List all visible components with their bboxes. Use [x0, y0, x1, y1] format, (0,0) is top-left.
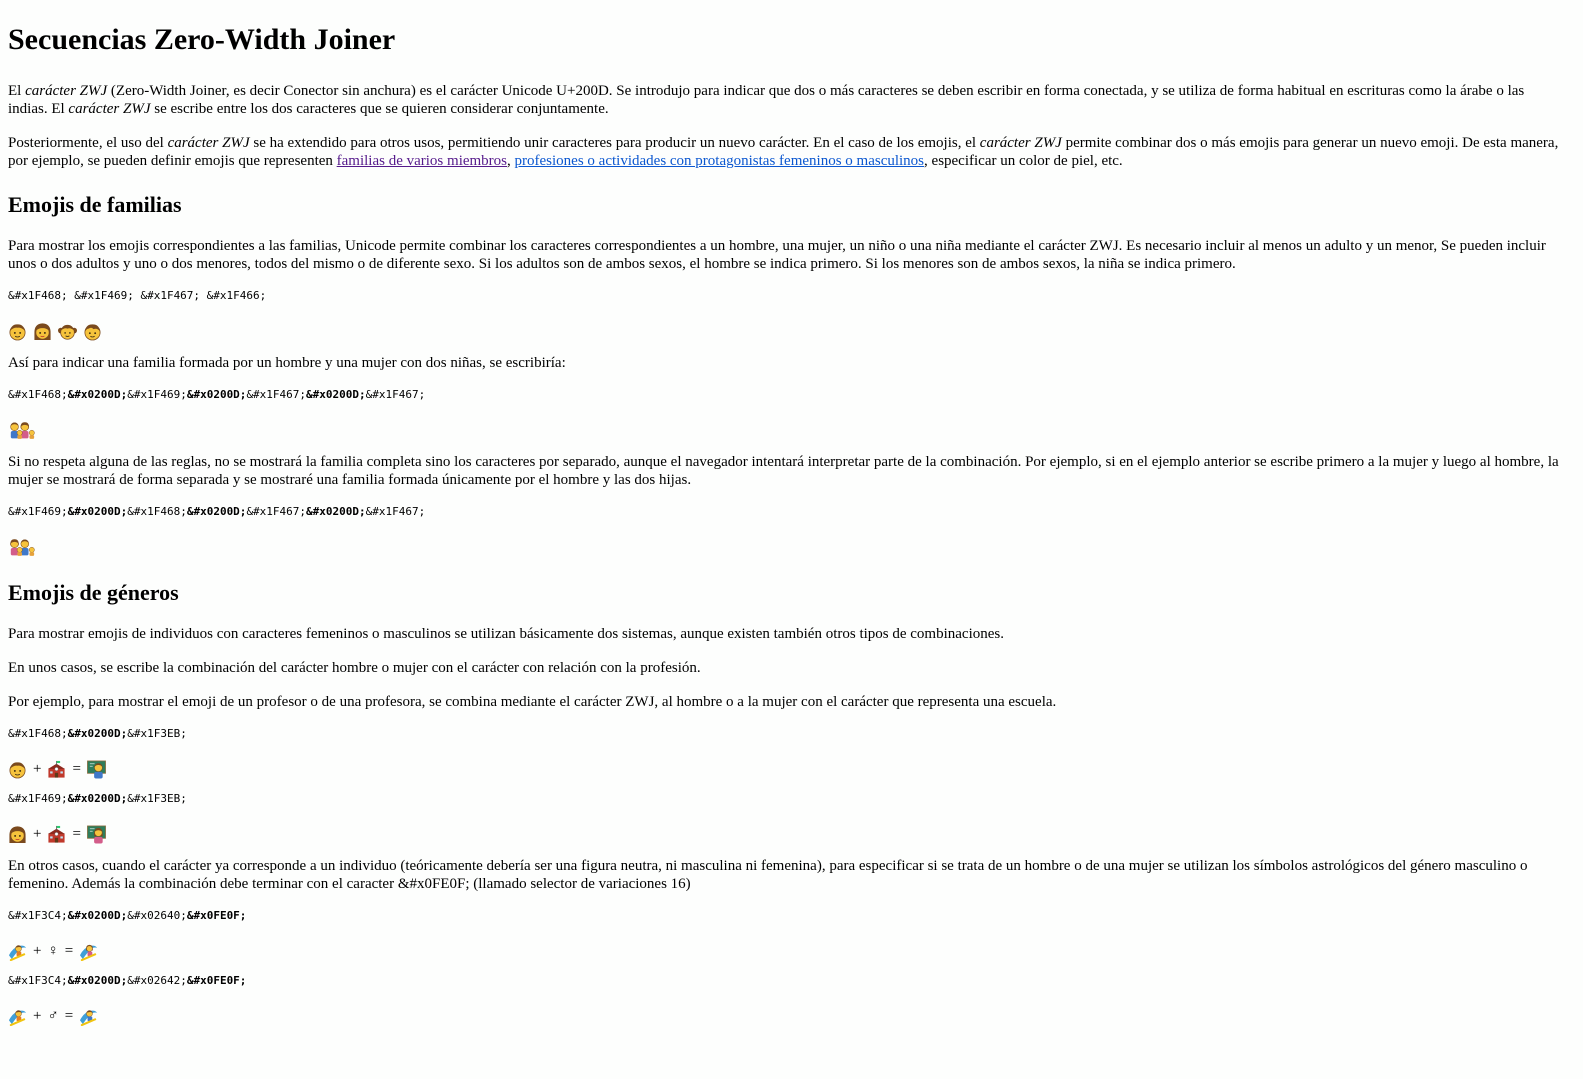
- plus-sign: +: [33, 826, 42, 842]
- code-family-wmgg: &#x1F469;&#x0200D;&#x1F468;&#x0200D;&#x1F467;&#x0200D;&#x1F467;: [8, 505, 426, 518]
- equals-sign: =: [64, 1008, 74, 1024]
- emoji-row-woman-surfing: [8, 940, 1563, 962]
- genders-paragraph-2: En unos casos, se escribe la combinación del carácter hombre o mujer con el carácter con relación con la profesión.: [8, 660, 701, 676]
- intro-paragraph-1: El carácter ZWJ (Zero-Width Joiner, es decir Conector sin anchura) es el carácter Unicode U+200D. Se introdujo para indicar que dos o más caracteres se deben escribir en forma conectada, y se utiliza de forma habitual en escrituras como la árabe o las indias. El carácter ZWJ se escribe entre los dos caracteres que se quieren considerar conjuntamente.: [8, 83, 1525, 117]
- intro-paragraph-2: Posteriormente, el uso del carácter ZWJ se ha extendido para otros usos, permitiendo unir caracteres para producir un nuevo carácter. En el caso de los emojis, el carácter ZWJ permite combinar dos o más emojis para generar un nuevo emoji. De esta manera, por ejemplo, se pueden definir emojis que representen familias de varios miembros, profesiones o actividades con protagonistas femeninos o masculinos, especificar un color de piel, etc.: [8, 135, 1559, 169]
- family-woman-man-girl-girl-icon: [8, 538, 36, 557]
- genders-heading: Emojis de géneros: [8, 580, 179, 605]
- genders-paragraph-4: En otros casos, cuando el carácter ya corresponde a un individuo (teóricamente debería ser una figura neutra, ni masculina ni femenina), para especificar si se trata de un hombre o de una mujer se utilizan los símbolos astrológicos del género masculino o femenino. Además la combinación debe terminar con el caracter &#x0FE0F; (llamado selector de variaciones 16): [8, 858, 1528, 892]
- code-man-surfing: &#x1F3C4;&#x0200D;&#x02642;&#x0FE0F;: [8, 974, 247, 987]
- families-paragraph-3: Si no respeta alguna de las reglas, no se mostrará la familia completa sino los caracteres por separado, aunque el navegador intentará interpretar parte de la combinación. Por ejemplo, si en el ejemplo anterior se escribe primero a la mujer y luego al hombre, la mujer se mostrará de forma separada y se mostraré una familia formada únicamente por el hombre y las dos hijas.: [8, 454, 1559, 488]
- woman-icon: [8, 825, 27, 844]
- professions-link[interactable]: profesiones o actividades con protagonistas femeninos o masculinos: [514, 153, 925, 169]
- man-icon: [8, 760, 27, 779]
- document: [0, 22, 1571, 1027]
- woman-surfing-icon: [79, 942, 98, 961]
- equals-sign: =: [72, 761, 81, 777]
- equals-sign: =: [64, 943, 74, 959]
- families-link[interactable]: familias de varios miembros: [336, 153, 508, 169]
- emoji-row-man-teacher: [8, 758, 1563, 780]
- girl-icon: [58, 322, 77, 341]
- school-icon: [47, 760, 66, 779]
- emoji-row-family-members: [8, 320, 1563, 342]
- code-family-mwgg: &#x1F468;&#x0200D;&#x1F469;&#x0200D;&#x1F467;&#x0200D;&#x1F467;: [8, 388, 426, 401]
- emoji-row-man-surfing: [8, 1005, 1563, 1027]
- man-teacher-icon: [87, 760, 106, 779]
- woman-icon: [33, 322, 52, 341]
- page-title: Secuencias Zero-Width Joiner: [8, 23, 396, 56]
- woman-teacher-icon: [87, 825, 106, 844]
- man-icon: [8, 322, 27, 341]
- emoji-row-family-combined: [8, 419, 1563, 441]
- surfer-icon: [8, 1007, 27, 1026]
- families-heading: Emojis de familias: [8, 192, 182, 217]
- emoji-row-family-separated: [8, 536, 1563, 558]
- genders-paragraph-1: Para mostrar emojis de individuos con caracteres femeninos o masculinos se utilizan básicamente dos sistemas, aunque existen también otros tipos de combinaciones.: [8, 626, 1004, 642]
- plus-sign: +: [33, 761, 42, 777]
- genders-paragraph-3: Por ejemplo, para mostrar el emoji de un profesor o de una profesora, se combina mediante el carácter ZWJ, al hombre o a la mujer con el carácter que representa una escuela.: [8, 694, 1057, 710]
- surfer-icon: [8, 942, 27, 961]
- school-icon: [47, 825, 66, 844]
- equals-sign: =: [72, 826, 81, 842]
- code-family-members: &#x1F468; &#x1F469; &#x1F467; &#x1F466;: [8, 289, 267, 302]
- man-surfing-icon: [79, 1007, 98, 1026]
- male-sign-icon: ♂: [47, 1008, 59, 1024]
- code-woman-surfing: &#x1F3C4;&#x0200D;&#x02640;&#x0FE0F;: [8, 909, 247, 922]
- female-sign-icon: ♀: [47, 943, 59, 959]
- plus-sign: +: [33, 1008, 42, 1024]
- family-man-woman-girl-girl-icon: [8, 421, 36, 440]
- plus-sign: +: [33, 943, 42, 959]
- code-man-teacher: &#x1F468;&#x0200D;&#x1F3EB;: [8, 727, 187, 740]
- emoji-row-woman-teacher: [8, 823, 1563, 845]
- boy-icon: [83, 322, 102, 341]
- families-paragraph-2: Así para indicar una familia formada por un hombre y una mujer con dos niñas, se escribiría:: [8, 355, 566, 371]
- families-paragraph-1: Para mostrar los emojis correspondientes a las familias, Unicode permite combinar los caracteres correspondientes a un hombre, una mujer, un niño o una niña mediante el carácter ZWJ. Es necesario incluir al menos un adulto y un menor, Se pueden incluir unos o dos adultos y uno o dos menores, todos del mismo o de diferente sexo. Si los adultos son de ambos sexos, el hombre se indica primero. Si los menores son de ambos sexos, la niña se indica primero.: [8, 238, 1546, 272]
- code-woman-teacher: &#x1F469;&#x0200D;&#x1F3EB;: [8, 792, 187, 805]
